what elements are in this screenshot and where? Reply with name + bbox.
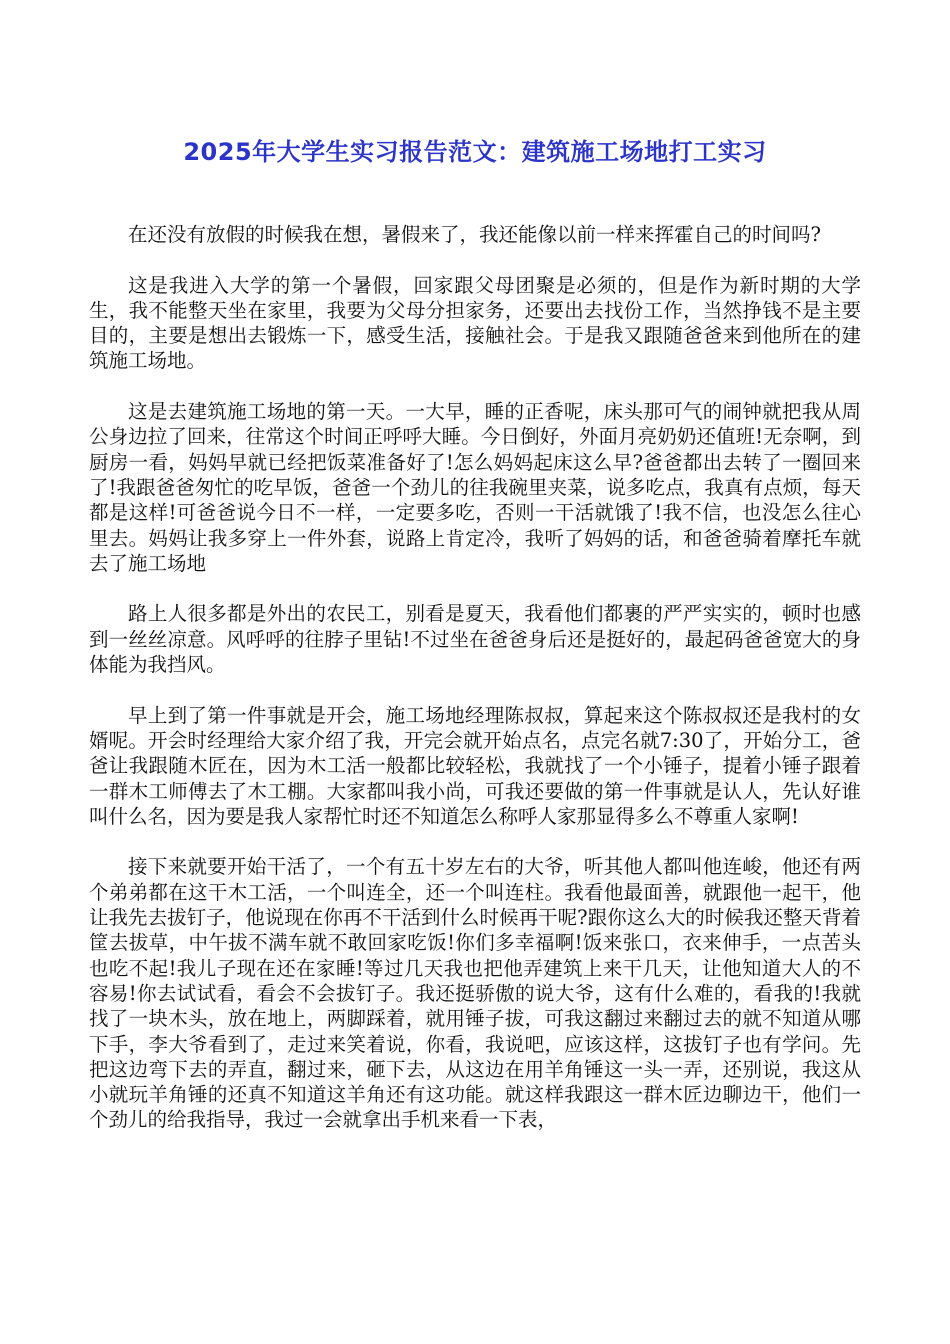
paragraph: 接下来就要开始干活了，一个有五十岁左右的大爷，听其他人都叫他连峻，他还有两个弟弟都在这干木工活，一个叫连全，还一个叫连柱。我看他最面善，就跟他一起干，他让我先去拔钉子，他说现在你再不干活到什么时候再干呢?跟你这么大的时候我还整天背着筐去拔草，中午拔不满车就不敢回家吃饭!你们多幸福啊!饭来张口，衣来伸手，一点苦头也吃不起!我儿子现在还在家睡!等过几天我也把他弄建筑上来干几天，让他知道大人的不容易!你去试试看，看会不会拔钉子。我还挺骄傲的说大爷，这有什么难的，看我的!我就找了一块木头，放在地上，两脚踩着，就用锤子拔，可我这翻过来翻过去的就不知道从哪下手，李大爷看到了，走过来笑着说，你看，我说吧，应该这样，这拔钉子也有学问。先把这边弯下去的弄直，翻过来，砸下去，从这边在用羊角锤这一头一弄，还别说，我这从小就玩羊角锤的还真不知道这羊角还有这功能。就这样我跟这一群木匠边聊边干，他们一个劲儿的给我指导，我过一会就拿出手机来看一下表， <box>89 855 861 1132</box>
paragraph: 这是去建筑施工场地的第一天。一大早，睡的正香呢，床头那可气的闹钟就把我从周公身边拉了回来，往常这个时间正呼呼大睡。今日倒好，外面月亮奶奶还值班!无奈啊，到厨房一看，妈妈早就已经把饭菜准备好了!怎么妈妈起床这么早?爸爸都出去转了一圈回来了!我跟爸爸匆忙的吃早饭，爸爸一个劲儿的往我碗里夹菜，说多吃点，我真有点烦，每天都是这样!可爸爸说今日不一样，一定要多吃，否则一干活就饿了!我不信，也没怎么往心里去。妈妈让我多穿上一件外套，说路上肯定冷，我听了妈妈的话，和爸爸骑着摩托车就去了施工场地 <box>89 400 861 575</box>
paragraph: 路上人很多都是外出的农民工，别看是夏天，我看他们都裹的严严实实的，顿时也感到一丝丝凉意。风呼呼的往脖子里钻!不过坐在爸爸身后还是挺好的，最起码爸爸宽大的身体能为我挡风。 <box>89 602 861 677</box>
document-title: 2025年大学生实习报告范文：建筑施工场地打工实习 <box>183 138 767 166</box>
paragraph: 这是我进入大学的第一个暑假，回家跟父母团聚是必须的，但是作为新时期的大学生，我不能整天坐在家里，我要为父母分担家务，还要出去找份工作，当然挣钱不是主要目的，主要是想出去锻炼一下，感受生活，接触社会。于是我又跟随爸爸来到他所在的建筑施工场地。 <box>89 273 861 373</box>
paragraph: 早上到了第一件事就是开会，施工场地经理陈叔叔，算起来这个陈叔叔还是我村的女婿呢。开会时经理给大家介绍了我，开完会就开始点名，点完名就7:30了，开始分工，爸爸让我跟随木匠在，因为木工活一般都比较轻松，我就找了一个小锤子，提着小锤子跟着一群木工师傅去了木工棚。大家都叫我小尚，可我还要做的第一件事就是认人，先认好谁叫什么名，因为要是我人家帮忙时还不知道怎么称呼人家那显得多么不尊重人家啊! <box>89 703 861 828</box>
paragraph: 在还没有放假的时候我在想，暑假来了，我还能像以前一样来挥霍自己的时间吗? <box>128 223 821 246</box>
document-body <box>89 222 861 1158</box>
